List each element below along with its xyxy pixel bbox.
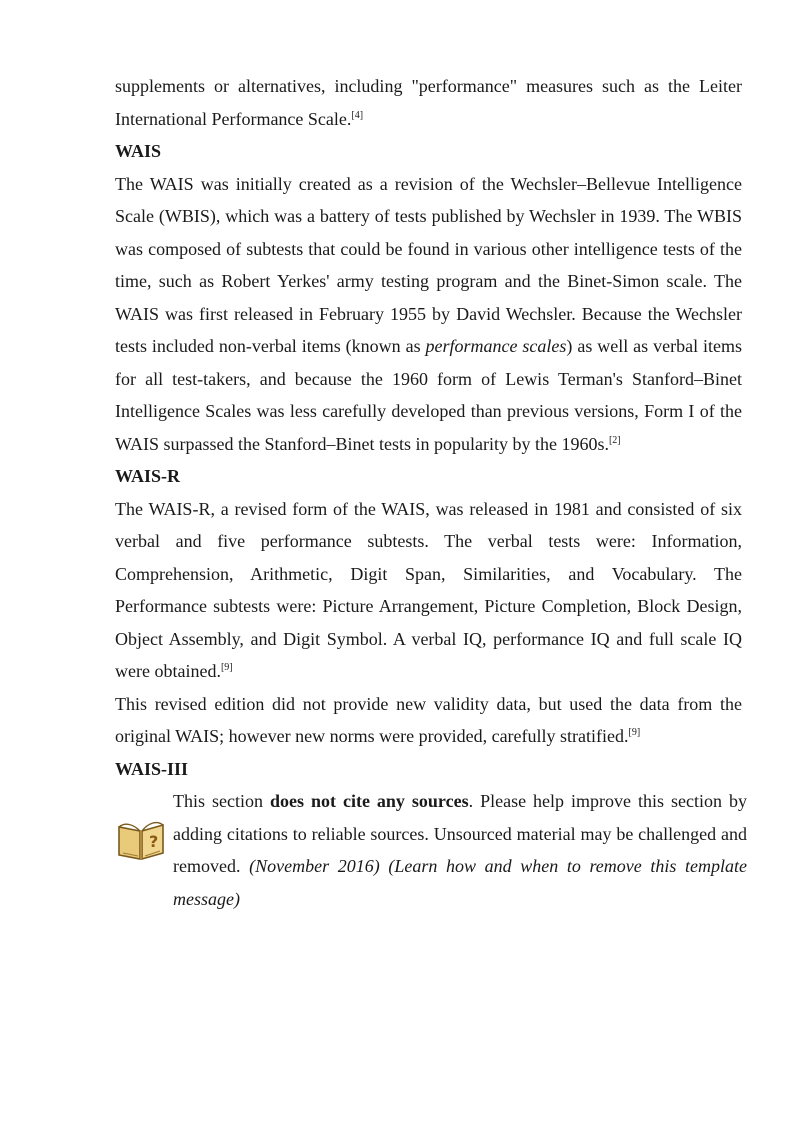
section-heading-wais: WAIS: [115, 141, 162, 161]
unsourced-section-notice: [115, 785, 747, 920]
notice-text: [173, 785, 747, 915]
citation-link[interactable]: [2]: [608, 434, 621, 446]
intro-paragraph: [115, 70, 742, 135]
article-body: [115, 70, 747, 920]
wais-r-text-1: The WAIS-R, a revised form of the WAIS, was released in 1981 and consisted of six verbal and five performance subtests. The verbal tests were: Information, Comprehension, Arithmetic, Digit Span, Similarities, and Vocabulary. The Performance subtests were: Picture Arrangement, Picture Completion, Block Design, Object Assembly, and Digit Symbol. A verbal IQ, performance IQ and full scale IQ were obtained.: [115, 498, 742, 681]
book-question-icon: [115, 817, 167, 861]
wais-r-paragraph-1: [115, 493, 742, 688]
citation-link[interactable]: [9]: [220, 662, 233, 673]
wais-italic-term: performance scales: [425, 336, 567, 356]
citation-link[interactable]: [9]: [628, 727, 641, 738]
notice-date: (November 2016): [249, 856, 380, 876]
citation-link[interactable]: [4]: [351, 109, 364, 121]
svg-text:?: ?: [149, 832, 159, 851]
wais-r-paragraph-2: [115, 688, 742, 753]
wais-text-b: ) as well as verbal items for all test-takers, and because the 1960 form of Lewis Terman's Stanford–Binet Intelligence Scales was less carefully developed than previous versions, Form I of the WAIS surpassed the Stanford–Binet tests in popularity by the 1960s.: [115, 336, 743, 454]
notice-pre: This section: [173, 791, 270, 811]
wais-paragraph: [115, 168, 742, 461]
notice-mid: . Please help improve this section by adding citations to reliable sources. Unsourced material may be challenged and removed.: [173, 791, 747, 876]
notice-bold: does not cite any sources: [269, 791, 469, 811]
section-heading-wais-r: WAIS-R: [115, 466, 181, 486]
wais-r-text-2: This revised edition did not provide new validity data, but used the data from the original WAIS; however new norms were provided, carefully stratified.: [115, 693, 742, 746]
wais-text-a: The WAIS was initially created as a revision of the Wechsler–Bellevue Intelligence Scale (WBIS), which was a battery of tests published by Wechsler in 1939. The WBIS was composed of subtests that could be found in various other intelligence tests of the time, such as Robert Yerkes' army testing program and the Binet-Simon scale. The WAIS was first released in February 1955 by David Wechsler. Because the Wechsler tests included non-verbal items (known as: [115, 173, 742, 356]
remove-template-link[interactable]: (Learn how and when to remove this template message): [173, 856, 747, 909]
section-heading-wais-iii: WAIS-III: [115, 758, 189, 779]
intro-text: supplements or alternatives, including "performance" measures such as the Leiter International Performance Scale.: [115, 76, 742, 129]
